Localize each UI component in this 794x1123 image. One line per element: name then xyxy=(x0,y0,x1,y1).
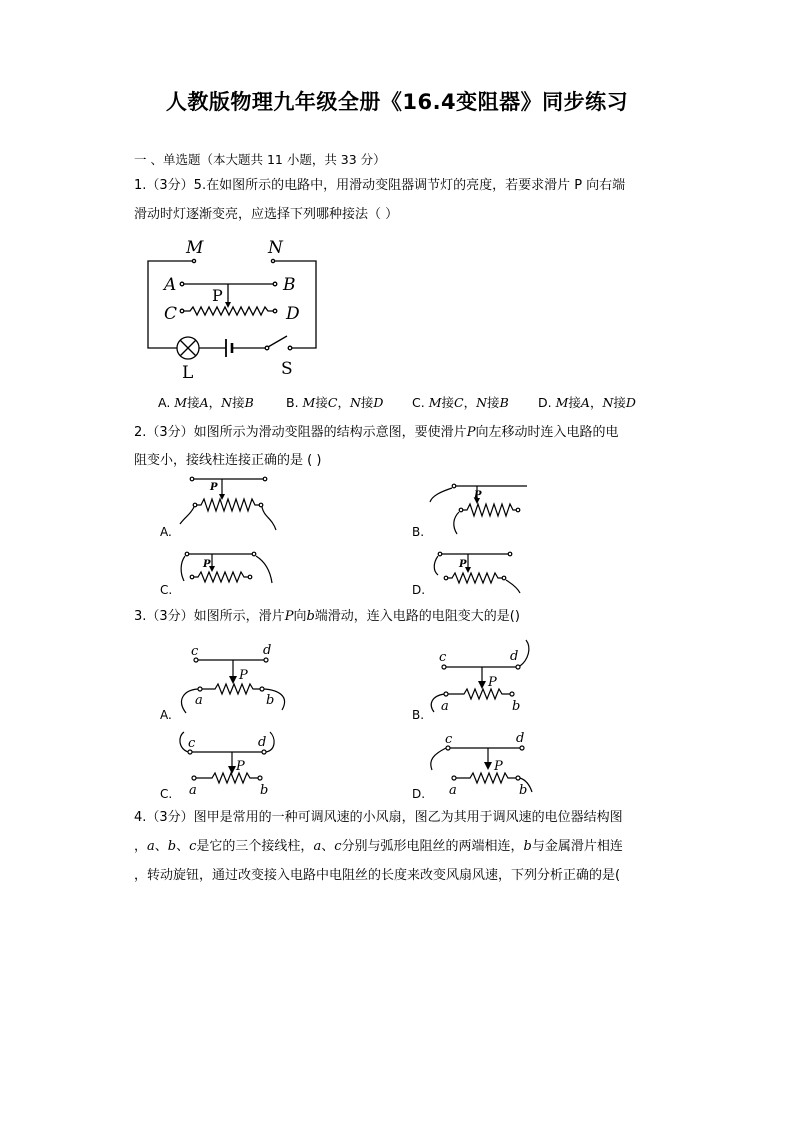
page-title: 人教版物理九年级全册《16.4变阻器》同步练习 xyxy=(165,90,629,114)
q3-figure-d[interactable] xyxy=(426,728,544,800)
q1-label-B: B xyxy=(283,275,296,295)
svg-text:a: a xyxy=(189,783,197,798)
svg-text:b: b xyxy=(260,783,269,798)
svg-text:d: d xyxy=(516,731,525,746)
q3-option-d-label[interactable]: D. xyxy=(412,787,426,801)
svg-text:d: d xyxy=(263,643,272,658)
q1-label-C: C xyxy=(164,304,178,324)
svg-text:P: P xyxy=(459,559,467,570)
q1-label-L: L xyxy=(182,363,194,382)
svg-text:a: a xyxy=(195,693,203,708)
q3-option-a-label[interactable]: A. xyxy=(160,708,172,722)
svg-text:a: a xyxy=(441,699,449,714)
q2-option-a-label[interactable]: A. xyxy=(160,525,172,539)
q1-circuit-figure xyxy=(140,232,330,382)
q2-figure-b[interactable] xyxy=(426,476,534,538)
svg-text:c: c xyxy=(188,736,196,751)
svg-text:d: d xyxy=(258,735,267,750)
q1-option-d[interactable]: D. M接A，N接D xyxy=(538,395,636,410)
q1-label-A: A xyxy=(164,275,177,295)
q2-figure-c[interactable] xyxy=(172,545,282,593)
q2-option-b-label[interactable]: B. xyxy=(412,525,425,539)
q1-option-a[interactable]: A. M接A，N接B xyxy=(158,395,254,410)
q1-option-b[interactable]: B. M接C，N接D xyxy=(286,395,384,410)
q1-text-line2: 滑动时灯逐渐变亮，应选择下列哪种接法（ ） xyxy=(134,207,399,222)
svg-text:c: c xyxy=(191,644,199,659)
svg-text:c: c xyxy=(445,732,453,747)
q2-figure-d[interactable] xyxy=(428,545,538,595)
q3-option-b-label[interactable]: B. xyxy=(412,708,425,722)
q2-option-d-label[interactable]: D. xyxy=(412,583,426,597)
q2-option-c-label[interactable]: C. xyxy=(160,583,173,597)
q3-text-line1: 3.（3分）如图所示，滑片P向b端滑动，连入电路的电阻变大的是() xyxy=(134,609,520,624)
svg-text:b: b xyxy=(266,693,275,708)
q1-label-M: M xyxy=(186,238,204,258)
q3-option-c-label[interactable]: C. xyxy=(160,787,173,801)
svg-text:P: P xyxy=(210,482,218,493)
section-heading: 一 、单选题（本大题共 11 小题，共 33 分） xyxy=(134,152,386,167)
svg-text:P: P xyxy=(494,759,503,774)
q1-label-D: D xyxy=(286,304,300,324)
svg-text:P: P xyxy=(203,559,211,570)
svg-text:a: a xyxy=(449,783,457,798)
svg-text:b: b xyxy=(512,699,521,714)
svg-text:d: d xyxy=(510,649,519,664)
svg-text:P: P xyxy=(239,668,248,683)
q3-figure-c[interactable] xyxy=(172,728,290,800)
svg-text:P: P xyxy=(236,759,245,774)
q4-text-line3: ，转动旋钮，通过改变接入电路中电阻丝的长度来改变风扇风速，下列分析正确的是( xyxy=(134,868,621,883)
q1-label-P: P xyxy=(212,286,223,305)
q2-text-line1: 2.（3分）如图所示为滑动变阻器的结构示意图，要使滑片P向左移动时连入电路的电 xyxy=(134,425,619,440)
svg-text:b: b xyxy=(519,783,528,798)
q3-figure-b[interactable] xyxy=(426,638,544,722)
q1-label-S: S xyxy=(281,359,293,379)
q2-figure-a[interactable] xyxy=(172,472,282,536)
q3-figure-a[interactable] xyxy=(172,638,292,722)
q1-text-line1: 1.（3分）5.在如图所示的电路中，用滑动变阻器调节灯的亮度，若要求滑片 P 向右端 xyxy=(134,178,626,193)
q4-text-line1: 4.（3分）图甲是常用的一种可调风速的小风扇，图乙为其用于调风速的电位器结构图 xyxy=(134,810,623,825)
q2-text-line2: 阻变小，接线柱连接正确的是 ( ) xyxy=(134,453,322,468)
q1-label-N: N xyxy=(268,238,283,258)
q4-text-line2: ，a、b、c是它的三个接线柱，a、c分别与弧形电阻丝的两端相连，b与金属滑片相连 xyxy=(134,839,623,854)
svg-text:P: P xyxy=(488,675,497,690)
q1-option-c[interactable]: C. M接C，N接B xyxy=(412,395,509,410)
svg-text:P: P xyxy=(474,490,482,501)
svg-text:c: c xyxy=(439,650,447,665)
